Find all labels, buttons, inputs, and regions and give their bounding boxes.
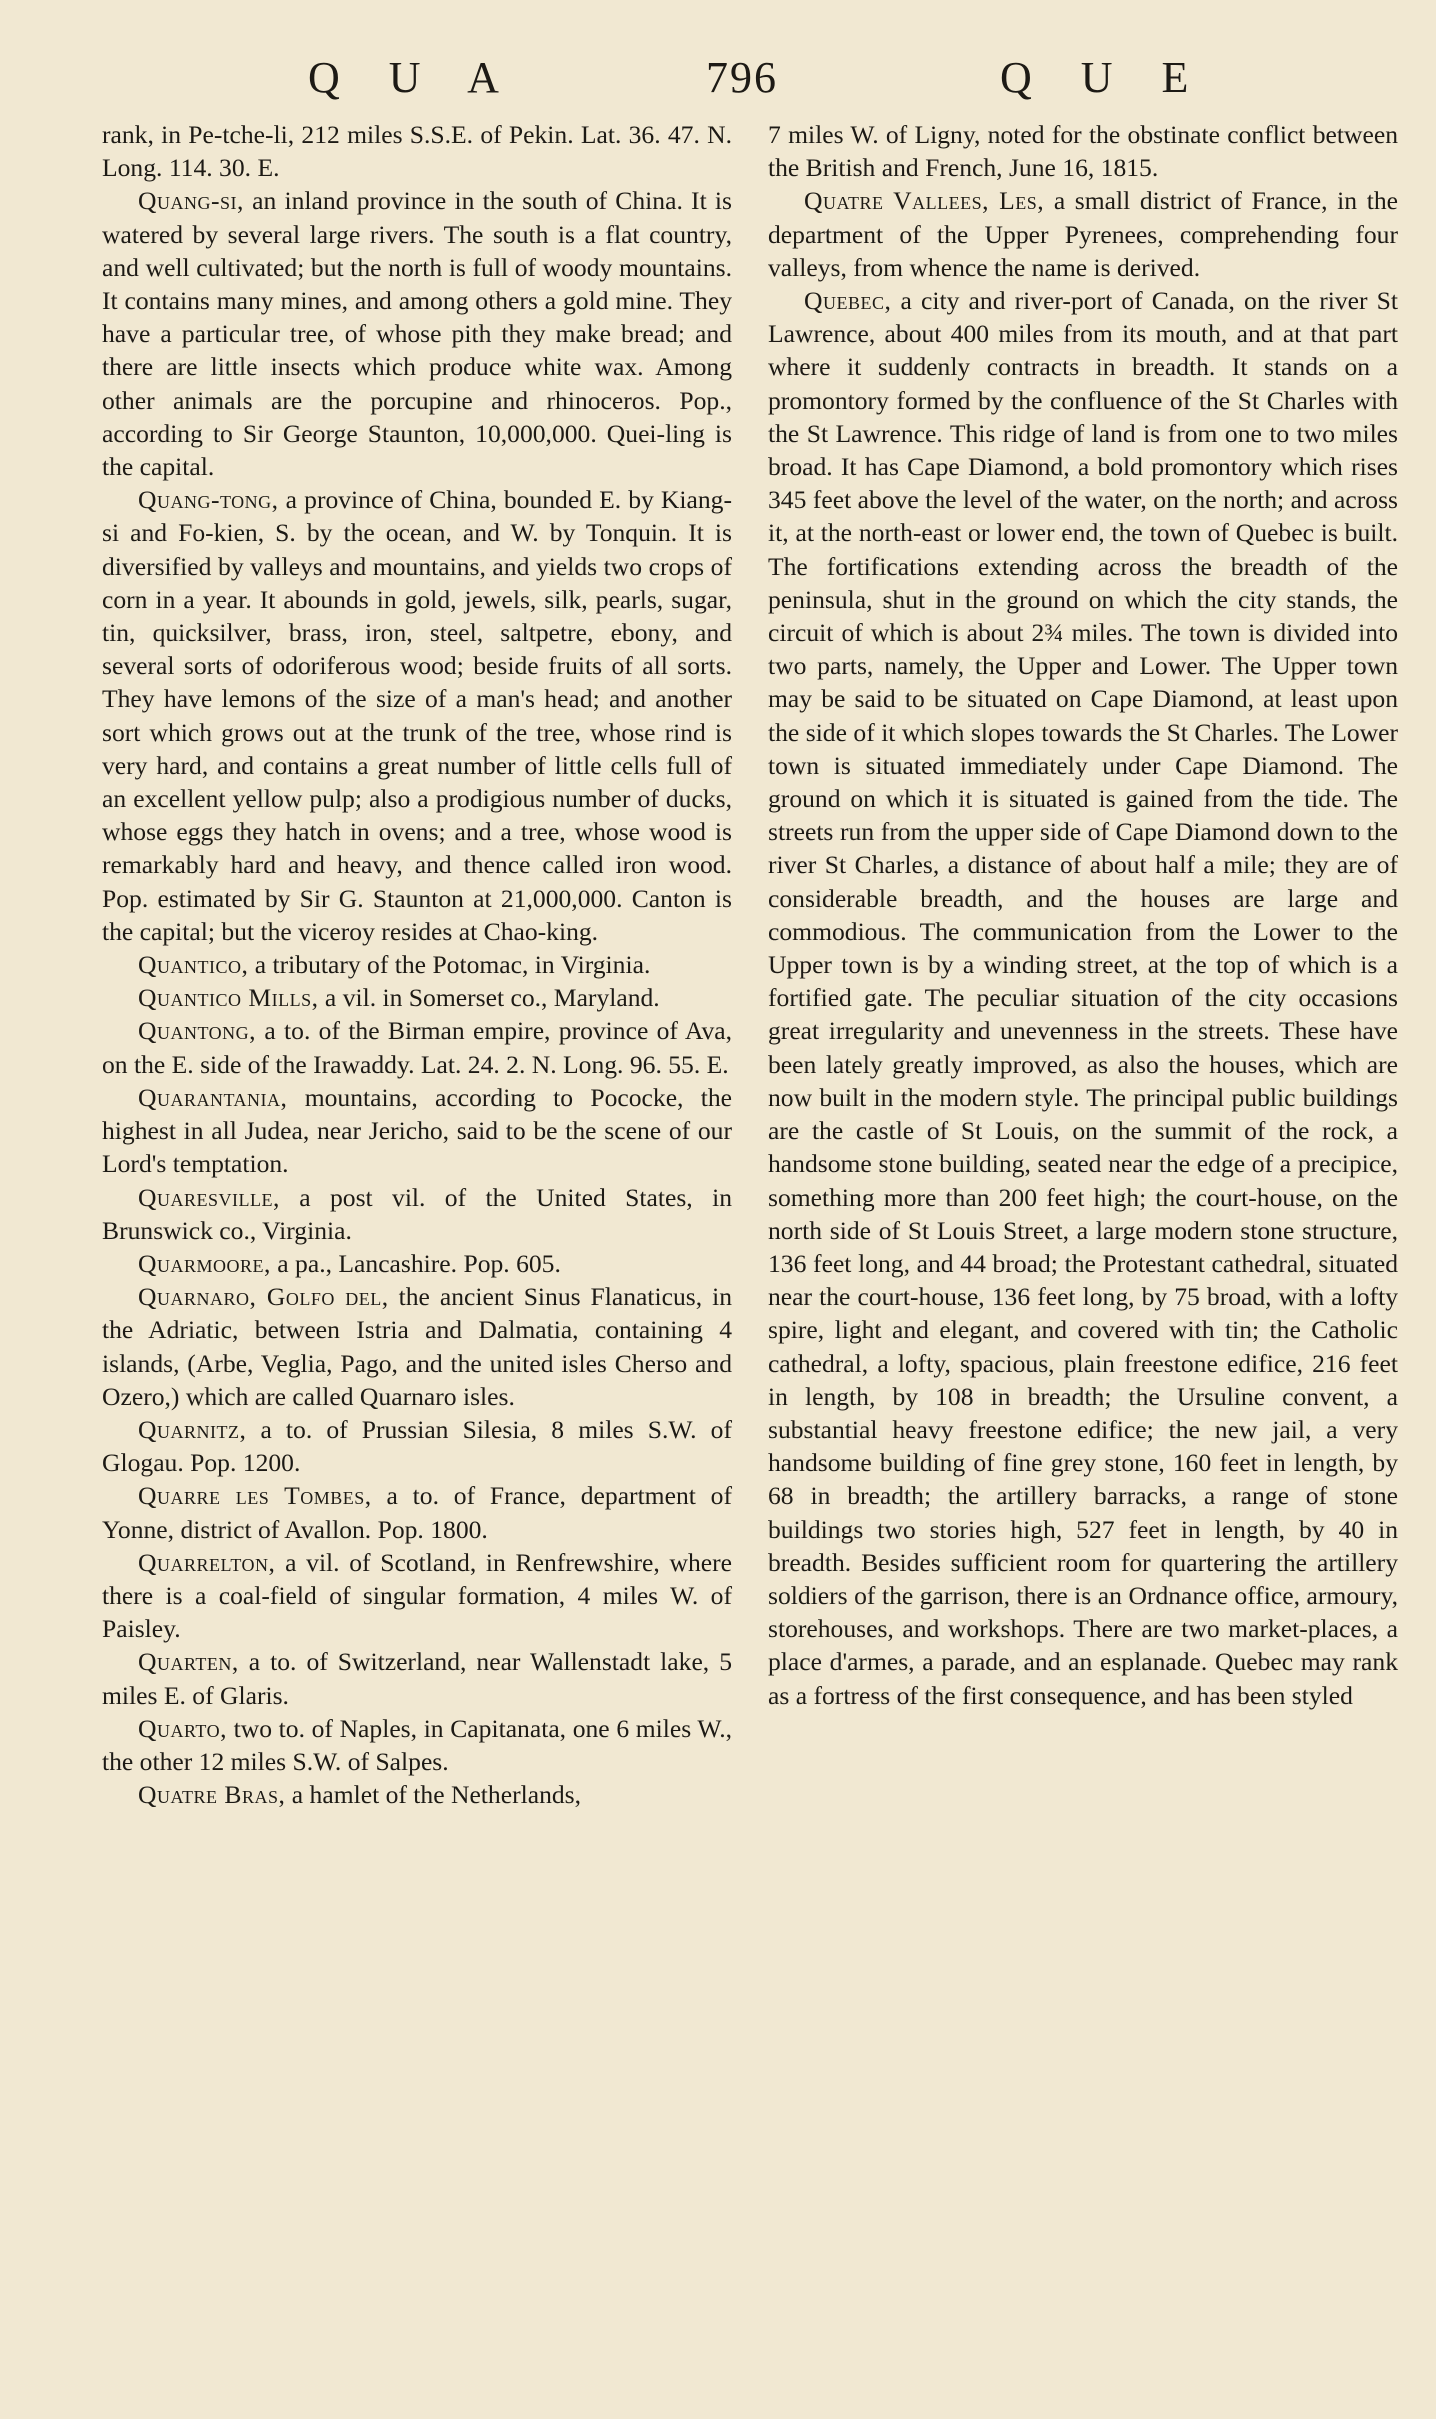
gazetteer-entry <box>102 948 732 981</box>
entry-text: a tributary of the Potomac, in Virginia. <box>248 950 651 980</box>
entry-headword: Quantico, <box>138 950 249 980</box>
gazetteer-entry <box>102 1546 732 1646</box>
gazetteer-entry <box>102 1479 732 1545</box>
entry-headword: Quarto, <box>138 1713 227 1743</box>
page-number: 796 <box>706 53 778 102</box>
entry-text: a small district of France, in the department of the Upper Pyrenees, comprehending four valleys, from whence the name is derived. <box>768 186 1398 282</box>
running-header <box>0 52 1436 110</box>
entry-text: two to. of Naples, in Capitanata, one 6 miles W., the other 12 miles S.W. of Salpes. <box>102 1713 732 1776</box>
entry-text: a pa., Lancashire. Pop. 605. <box>270 1248 561 1278</box>
entry-text: a vil. of Scotland, in Renfrewshire, where there is a coal-field of singular formation, 4 miles W. of Paisley. <box>102 1547 732 1644</box>
gazetteer-entry <box>102 1712 732 1778</box>
entry-headword: Quebec, <box>804 286 892 316</box>
entry-text: a to. of Switzerland, near Wallenstadt lake, 5 miles E. of Glaris. <box>102 1647 732 1710</box>
entry-text: a hamlet of the Netherlands, <box>285 1780 582 1810</box>
entry-headword: Quarten, <box>138 1647 239 1677</box>
gazetteer-entry <box>102 1247 732 1280</box>
entry-text: mountains, according to Pococke, the highest in all Judea, near Jericho, said to be the scene of our Lord's temptation. <box>102 1082 732 1179</box>
gazetteer-entry <box>102 1280 732 1413</box>
entry-headword: Quarnaro, Golfo del, <box>138 1282 389 1312</box>
entry-text: the ancient Sinus Flanaticus, in the Adriatic, between Istria and Dalmatia, containing 4 islands, (Arbe, Veglia, Pago, and the united isles Cherso and Ozero,) which are called Quarnaro isles. <box>102 1282 732 1411</box>
entry-headword: Quang-tong, <box>138 485 279 515</box>
gazetteer-entry <box>102 1645 732 1711</box>
entry-text: rank, in Pe-tche-li, 212 miles S.S.E. of Pekin. Lat. 36. 47. N. Long. 114. 30. E. <box>102 120 732 183</box>
gazetteer-entry <box>102 1413 732 1479</box>
gazetteer-entry <box>102 184 732 483</box>
entry-headword: Quatre Vallees, Les, <box>804 186 1045 216</box>
entry-headword: Quarantania, <box>138 1082 288 1112</box>
gazetteer-entry <box>102 1014 732 1080</box>
gazetteer-entry <box>102 1081 732 1181</box>
entry-text: a to. of the Birman empire, province of Ava, on the E. side of the Irawaddy. Lat. 24. 2. N. Long. 96. 55. E. <box>102 1016 732 1079</box>
header-left: Q U A <box>308 53 501 102</box>
entry-headword: Quang-si, <box>138 186 244 216</box>
entry-text: 7 miles W. of Ligny, noted for the obstinate conflict between the British and French, June 16, 1815. <box>768 120 1398 183</box>
gazetteer-entry <box>102 1778 732 1811</box>
gazetteer-entry <box>102 1181 732 1247</box>
entry-headword: Quarre les Tombes, <box>138 1481 372 1511</box>
header-right: Q U E <box>1000 53 1191 102</box>
gazetteer-entry <box>768 184 1398 284</box>
entry-text: a vil. in Somerset co., Maryland. <box>318 983 660 1013</box>
entry-text: a province of China, bounded E. by Kiang-si and Fo-kien, S. by the ocean, and W. by Tonquin. It is diversified by valleys and mountains, and yields two crops of corn in a year. It abounds in gold, jewels, silk, pearls, sugar, tin, quicksilver, brass, iron, steel, saltpetre, ebony, and several sorts of odoriferous wood; beside fruits of all sorts. They have lemons of the size of a man's head; and another sort which grows out at the trunk of the tree, whose rind is very hard, and contains a great number of little cells full of an excellent yellow pulp; also a prodigious number of ducks, whose eggs they hatch in ovens; and a tree, whose wood is remarkably hard and heavy, and thence called iron wood. Pop. estimated by Sir G. Staunton at 21,000,000. Canton is the capital; but the viceroy resides at Chao-king. <box>102 485 732 946</box>
entry-text: a to. of France, department of Yonne, district of Avallon. Pop. 1800. <box>102 1481 732 1544</box>
entry-text: an inland province in the south of China. It is watered by several large rivers. The south is a flat country, and well cultivated; but the north is full of woody mountains. It contains many mines, and among others a gold mine. They have a particular tree, of whose pith they make bread; and there are little insects which produce white wax. Among other animals are the porcupine and rhinoceros. Pop., according to Sir George Staunton, 10,000,000. Quei-ling is the capital. <box>102 186 732 482</box>
entry-text: a to. of Prussian Silesia, 8 miles S.W. of Glogau. Pop. 1200. <box>102 1414 732 1478</box>
left-column <box>102 118 732 1811</box>
gazetteer-entry <box>102 118 732 184</box>
gazetteer-entry <box>768 284 1398 1712</box>
entry-headword: Quatre Bras, <box>138 1780 286 1810</box>
gazetteer-entry <box>768 118 1398 184</box>
entry-headword: Quarmoore, <box>138 1248 271 1278</box>
gazetteer-entry <box>102 981 732 1014</box>
entry-headword: Quantong, <box>138 1016 257 1046</box>
entry-headword: Quantico Mills, <box>138 983 319 1013</box>
entry-headword: Quarrelton, <box>138 1547 276 1577</box>
entry-headword: Quarnitz, <box>138 1414 247 1444</box>
entry-text: a post vil. of the United States, in Brunswick co., Virginia. <box>102 1182 732 1245</box>
gazetteer-entry <box>102 483 732 948</box>
entry-text: a city and river-port of Canada, on the river St Lawrence, about 400 miles from its mouth, and at that part where it suddenly contracts in breadth. It stands on a promontory formed by the confluence of the St Charles with the St Lawrence. This ridge of land is from one to two miles broad. It has Cape Diamond, a bold promontory which rises 345 feet above the level of the water, on the north; and across it, at the north-east or lower end, the town of Quebec is built. The fortifications extending across the breadth of the peninsula, shut in the ground on which the city stands, the circuit of which is about 2¾ miles. The town is divided into two parts, namely, the Upper and Lower. The Upper town may be said to be situated on Cape Diamond, at least upon the side of it which slopes towards the St Charles. The Lower town is situated immediately under Cape Diamond. The ground on which it is situated is gained from the tide. The streets run from the upper side of Cape Diamond down to the river St Charles, a distance of about half a mile; they are of considerable breadth, and the houses are large and commodious. The communication from the Lower to the Upper town is by a winding street, at the top of which is a fortified gate. The peculiar situation of the city occasions great irregularity and unevenness in the streets. These have been lately greatly improved, as also the houses, which are now built in the modern style. The principal public buildings are the castle of St Louis, on the summit of the rock, a handsome stone building, seated near the edge of a precipice, something more than 200 feet high; the court-house, on the north side of St Louis Street, a large modern stone structure, 136 feet long, and 44 broad; the Protestant cathedral, situated near the court-house, 136 feet long, by 75 broad, with a lofty spire, light and elegant, and covered with tin; the Catholic cathedral, a lofty, spacious, plain freestone edifice, 216 feet in length, by 108 in breadth; the Ursuline convent, a substantial heavy freestone edifice; the new jail, a very handsome building of fine grey stone, 160 feet in length, by 68 in breadth; the artillery barracks, a range of stone buildings two stories high, 527 feet in length, by 40 in breadth. Besides sufficient room for quartering the artillery soldiers of the garrison, there is an Ordnance office, armoury, storehouses, and workshops. There are two market-places, a place d'armes, a parade, and an esplanade. Quebec may rank as a fortress of the first consequence, and has been styled <box>768 286 1398 1710</box>
right-column <box>768 118 1398 1712</box>
entry-headword: Quaresville, <box>138 1182 280 1212</box>
